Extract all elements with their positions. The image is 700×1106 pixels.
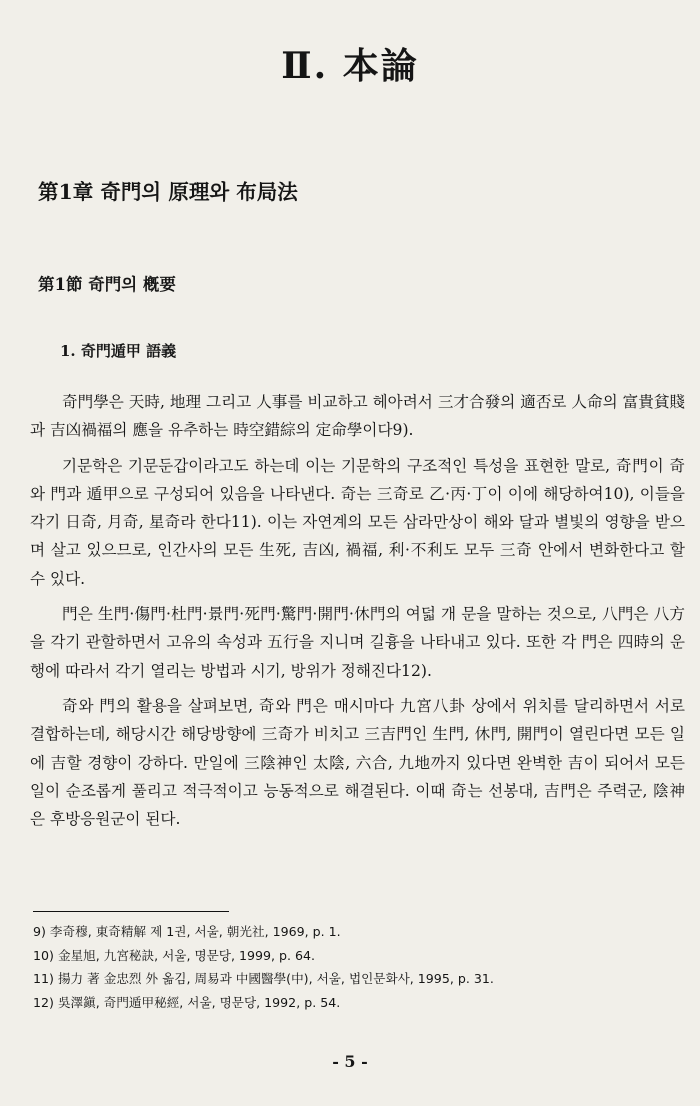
footnote-12: 12) 吳澤鎭, 奇門遁甲秘經, 서울, 명문당, 1992, p. 54. bbox=[33, 994, 341, 1010]
paragraph-4: 奇와 門의 활용을 살펴보면, 奇와 門은 매시마다 九宮八卦 상에서 위치를 달리하면서 서로 결합하는데, 해당시간 해당방향에 三奇가 비치고 三吉門인 生門, 休門, 開門이 열린다면 모든 일에 吉할 경향이 강하다. 만일에 三陰神인 太陰, 六合, 九地까지 있다면 완벽한 吉이 되어서 모든 일이 순조롭게 풀리고 적극적이고 능동적으로 해결된다. 이때 奇는 선봉대, 吉門은 주력군, 陰神은 후방응원군이 된다. bbox=[30, 696, 685, 829]
body-text bbox=[30, 388, 685, 833]
footnote-divider bbox=[33, 911, 229, 912]
subsection-title: 1. 奇門遁甲 語義 bbox=[60, 342, 177, 360]
paragraph-1: 奇門學은 天時, 地理 그리고 人事를 비교하고 헤아려서 三才合發의 適否로 人命의 富貴貧賤과 吉凶禍福의 應을 유추하는 時空錯綜의 定命學이다9). bbox=[30, 393, 686, 440]
footnotes bbox=[33, 920, 683, 1014]
chapter-title: 第1章 奇門의 原理와 布局法 bbox=[38, 180, 298, 204]
section-title: 第1節 奇門의 槪要 bbox=[38, 275, 176, 294]
footnote-11: 11) 揚力 著 金忠烈 外 옮김, 周易과 中國醫學(中), 서울, 법인문화사, 1995, p. 31. bbox=[33, 971, 494, 987]
footnote-10: 10) 金星旭, 九宮秘訣, 서울, 명문당, 1999, p. 64. bbox=[33, 947, 316, 963]
page-number: - 5 - bbox=[332, 1052, 368, 1071]
paragraph-2: 기문학은 기문둔갑이라고도 하는데 이는 기문학의 구조적인 특성을 표현한 말로, 奇門이 奇와 門과 遁甲으로 구성되어 있음을 나타낸다. 奇는 三奇로 乙·丙·丁이 이에 해당하여10), 이들을 각기 日奇, 月奇, 星奇라 한다11). 이는 자연계의 모든 삼라만상이 해와 달과 별빛의 영향을 받으며 살고 있으므로, 인간사의 모든 生死, 吉凶, 禍福, 利·不利도 모두 三奇 안에서 변화한다고 할 수 있다. bbox=[30, 456, 685, 588]
footnote-9: 9) 李奇穆, 東奇精解 제 1권, 서울, 朝光社, 1969, p. 1. bbox=[33, 924, 341, 939]
paragraph-3: 門은 生門·傷門·杜門·景門·死門·驚門·開門·休門의 여덟 개 문을 말하는 것으로, 八門은 八方을 각기 관할하면서 고유의 속성과 五行을 지니며 길흉을 나타내고 있다. 또한 각 門은 四時의 운행에 따라서 각기 열리는 방법과 시기, 방위가 정해진다12). bbox=[30, 605, 685, 680]
part-title: Ⅱ. 本論 bbox=[281, 45, 419, 87]
